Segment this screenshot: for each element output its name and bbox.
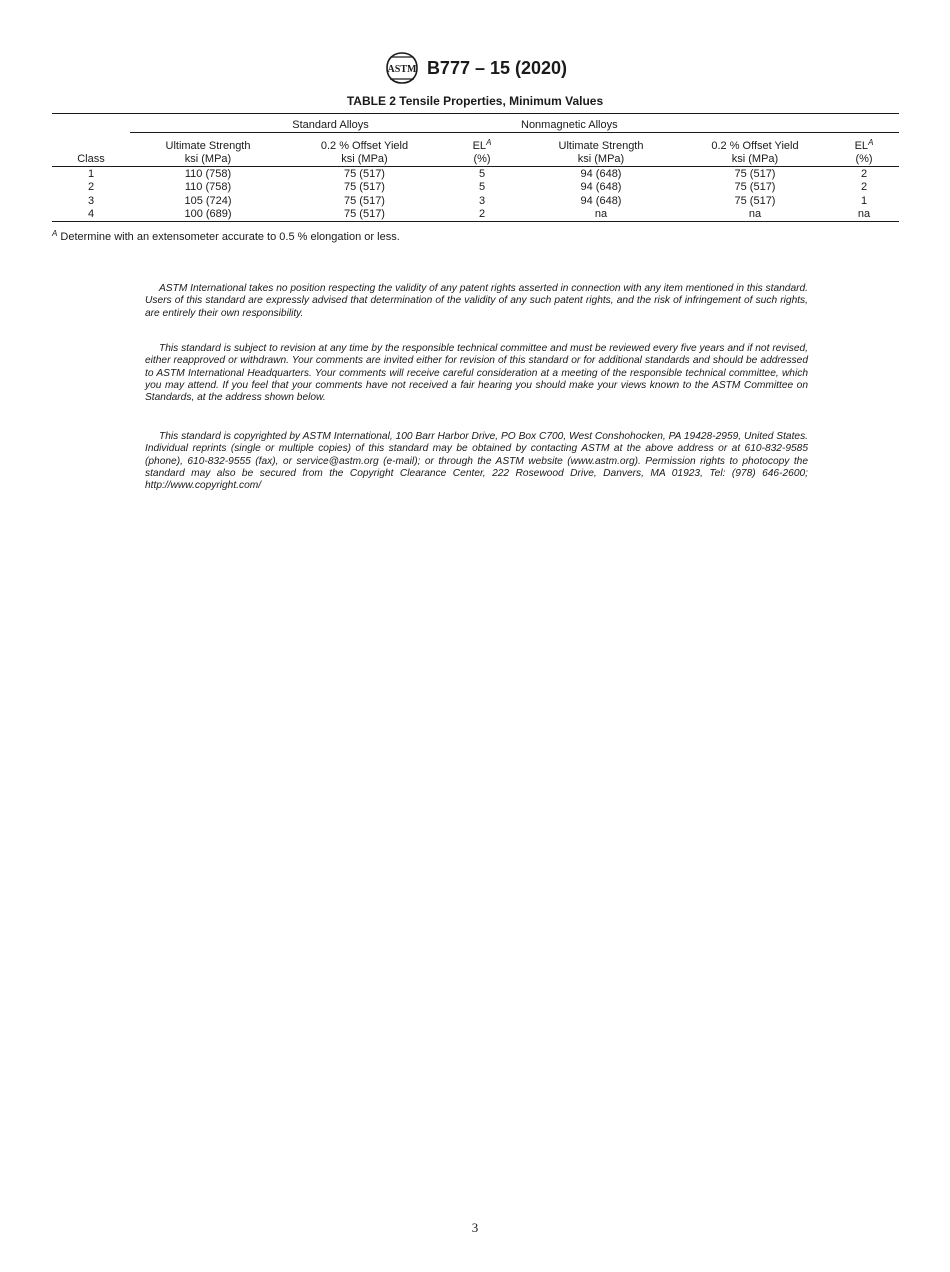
cell-nm-yield: 75 (517) — [734, 194, 776, 207]
cell-std-ultimate: 110 (758) — [184, 167, 232, 180]
col-nm-el-l1 — [829, 140, 899, 153]
astm-logo-icon — [383, 51, 421, 85]
cell-std-yield: 75 (517) — [286, 208, 443, 222]
col-std-offset-yield — [286, 133, 443, 167]
header-blank-cell — [52, 114, 130, 133]
cell-std-ultimate: 100 (689) — [130, 208, 286, 222]
cell-class: 1 — [87, 167, 95, 180]
cell-nm-el: 1 — [860, 194, 868, 207]
document-header — [0, 50, 950, 86]
cell-class: 3 — [87, 194, 95, 207]
col-std-ultimate-strength-l1: Ultimate Strength — [165, 140, 251, 152]
col-nm-ultimate-strength-l2: ksi (MPa) — [577, 153, 625, 165]
col-std-el-l1 — [443, 140, 521, 153]
cell-class: 4 — [52, 208, 130, 222]
cell-nm-ultimate: na — [521, 208, 681, 222]
col-nm-offset-yield — [681, 133, 829, 167]
cell-nm-yield: 75 (517) — [734, 167, 776, 180]
cell-nm-ultimate: 94 (648) — [580, 181, 622, 193]
table-row — [52, 194, 899, 208]
group-standard-alloys: Standard Alloys — [130, 114, 521, 133]
cell-std-ultimate: 110 (758) — [184, 181, 232, 193]
footnote-mark: A — [52, 229, 58, 238]
col-std-el-unit: (%) — [473, 153, 491, 165]
patent-notice: ASTM International takes no position respecting the validity of any patent rights asserted in connection with any item mentioned in this standard. Users of this standard are expressly advised that determination of the validity of any such patent rights, and the risk of infringement of such rights, are entirely their own responsibility. — [145, 283, 808, 319]
table-footnote — [52, 231, 400, 243]
cell-std-yield: 75 (517) — [344, 194, 385, 207]
cell-nm-yield: na — [681, 208, 829, 222]
cell-std-el: 5 — [478, 181, 486, 193]
col-std-el-footnote: A — [486, 138, 492, 147]
cell-std-yield: 75 (517) — [344, 181, 385, 193]
copyright-notice: This standard is copyrighted by ASTM International, 100 Barr Harbor Drive, PO Box C700, West Conshohocken, PA 19428-2959, United States. Individual reprints (single or multiple copies) of this standard may be obtained by contacting ASTM at the above address or at 610-832-9585 (phone), 610-832-9555 (fax), or service@astm.org (e-mail); or through the ASTM website (www.astm.org). Permission rights to photocopy the standard may also be secured from the Copyright Clearance Center, 222 Rosewood Drive, Danvers, MA 01923, Tel: (978) 646-2600; http://www.copyright.com/ — [145, 431, 808, 492]
group-nonmagnetic-alloys — [521, 114, 899, 133]
table-row — [52, 167, 899, 181]
page-number: 3 — [471, 1220, 479, 1235]
cell-nm-yield: 75 (517) — [734, 181, 776, 193]
cell-class: 2 — [87, 181, 95, 193]
col-std-el — [443, 133, 521, 167]
table-row — [52, 208, 899, 222]
cell-nm-ultimate: 94 (648) — [580, 167, 622, 180]
revision-notice: This standard is subject to revision at any time by the responsible technical committee and must be reviewed every five years and if not revised, either reapproved or withdrawn. Your comments are invited either for revision of this standard or for additional standards and should be addressed to ASTM International Headquarters. Your comments will receive careful consideration at a meeting of the responsible technical committee, which you may attend. If you feel that your comments have not received a fair hearing you should make your views known to the ASTM Committee on Standards, at the address shown below. — [145, 343, 808, 404]
cell-nm-el: 2 — [860, 181, 868, 193]
col-nm-el — [829, 133, 899, 167]
cell-std-yield: 75 (517) — [344, 167, 385, 180]
col-nm-offset-yield-l2: ksi (MPa) — [731, 153, 779, 165]
col-std-ultimate-strength — [130, 133, 286, 167]
col-nm-ultimate-strength — [521, 133, 681, 167]
col-std-offset-yield-l2: ksi (MPa) — [341, 153, 388, 165]
col-class: Class — [52, 133, 130, 167]
cell-nm-el: na — [829, 208, 899, 222]
cell-std-el: 2 — [443, 208, 521, 222]
cell-nm-ultimate: 94 (648) — [580, 194, 622, 207]
group-nonmagnetic-label: Nonmagnetic Alloys — [521, 119, 618, 131]
footnote-text: Determine with an extensometer accurate to 0.5 % elongation or less. — [60, 231, 400, 243]
standard-designation: B777 – 15 (2020) — [426, 57, 568, 78]
col-std-ultimate-strength-l2: ksi (MPa) — [184, 153, 232, 165]
cell-std-ultimate: 105 (724) — [184, 194, 232, 207]
col-nm-ultimate-strength-l1: Ultimate Strength — [558, 140, 644, 152]
col-std-el-label: EL — [472, 140, 487, 152]
table-title: TABLE 2 Tensile Properties, Minimum Values — [346, 94, 604, 108]
col-nm-el-footnote: A — [868, 138, 874, 147]
table-row — [52, 181, 899, 195]
col-nm-offset-yield-l1: 0.2 % Offset Yield — [711, 140, 799, 152]
cell-std-el: 3 — [478, 194, 486, 207]
logo-lettering: ASTM — [387, 64, 417, 75]
cell-std-el: 5 — [478, 167, 486, 180]
col-std-offset-yield-l1: 0.2 % Offset Yield — [320, 140, 409, 152]
cell-nm-el: 2 — [860, 167, 868, 180]
tensile-properties-table — [52, 113, 899, 222]
col-nm-el-unit: (%) — [855, 153, 873, 165]
col-nm-el-label: EL — [854, 140, 869, 152]
